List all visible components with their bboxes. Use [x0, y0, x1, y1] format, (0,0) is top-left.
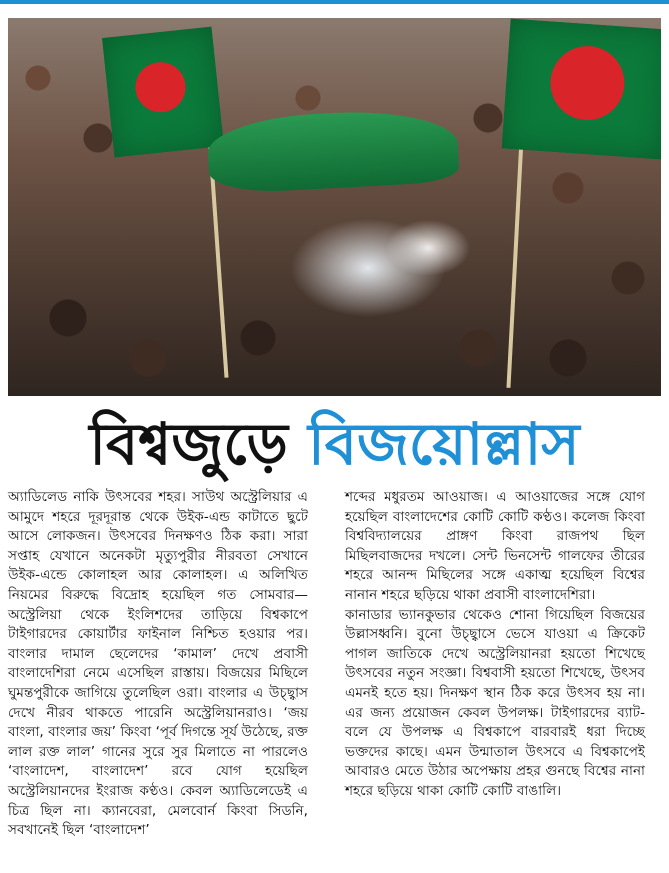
- green-banner: [206, 107, 460, 195]
- headline-part-2: বিজয়োল্লাস: [308, 410, 580, 478]
- article-column-right: [345, 488, 645, 802]
- top-accent-rule: [0, 0, 669, 4]
- article-paragraph: শব্দের মধুরতম আওয়াজ। এ আওয়াজের সঙ্গে যোগ হয়েছিল বাংলাদেশের কোটি কোটি কণ্ঠও। কলেজ কিংবা বিশ্ববিদ্যালয়ের প্রাঙ্গণ কিংবা রাজপথ ছিল মিছিলবাজদের দখলে। সেন্ট ভিনসেন্ট গালফের তীরের শহরে আনন্দ মিছিলের সঙ্গে একাত্ম হয়েছিল বিশ্বের নানান শহরে ছড়িয়ে থাকা প্রবাসী বাংলাদেশিরা।: [345, 489, 645, 603]
- headline-part-1: বিশ্বজুড়ে: [89, 410, 288, 478]
- article-column-left: [8, 488, 308, 841]
- article-paragraph: কানাডার ভ্যানকুভার থেকেও শোনা গিয়েছিল বিজয়ের উল্লাসধ্বনি। বুনো উচ্ছ্বাসে ভেসে যাওয়া এ ক্রিকেট পাগল জাতিকে দেখে অস্ট্রেলিয়ানরা হয়তো শিখেছে উৎসবের নতুন সংজ্ঞা। বিশ্ববাসী হয়তো শিখেছে, উৎসব এমনই হতে হয়। দিনক্ষণ স্থান ঠিক করে উৎসব হয় না। এর জন্য প্রয়োজন কেবল উপলক্ষ। টাইগারদের ব্যাট-বলে যে উপলক্ষ এ বিশ্বকাপে বারবারই ধরা দিচ্ছে ভক্তদের কাছে। এমন উন্মাতাল উৎসবে এ বিশ্বকাপেই আবারও মেতে উঠার অপেক্ষায় প্রহর গুনছে বিশ্বের নানা শহরে ছড়িয়ে থাকা কোটি কোটি বাঙালি।: [345, 606, 645, 799]
- bangladesh-flag: [102, 27, 224, 158]
- celebration-crowd-photo: [8, 18, 661, 396]
- bangladesh-flag: [502, 19, 661, 160]
- headline: [0, 404, 669, 484]
- article-paragraph: অ্যাডিলেড নাকি উৎসবের শহর। সাউথ অস্ট্রেলিয়ার এ আমুদে শহরে দূরদূরান্ত থেকে উইক-এন্ড কাটাতে ছুটে আসে লোকজন। উৎসবের দিনক্ষণও ঠিক করা। সারা সপ্তাহ যেখানে অনেকটা মৃত্যুপুরীর নীরবতা সেখানে উইক-এন্ডে কোলাহল আর কোলাহল। এ অলিখিত নিয়মের বিরুদ্ধে বিদ্রোহ হয়েছিল গত সোমবার— অস্ট্রেলিয়া থেকে ইংলিশদের তাড়িয়ে বিশ্বকাপে টাইগারদের কোয়ার্টার ফাইনাল নিশ্চিত হওয়ার পর। বাংলার দামাল ছেলেদের ‘কামাল’ দেখে প্রবাসী বাংলাদেশিরা নেমে এসেছিল রাস্তায়। বিজয়ের মিছিলে ঘুমন্তপুরীকে জাগিয়ে তুলেছিল ওরা। বাংলার এ উচ্ছ্বাস দেখে নীরব থাকতে পারেনি অস্ট্রেলিয়ানরাও। ‘জয় বাংলা, বাংলার জয়’ কিংবা ‘পূর্ব দিগন্তে সূর্য উঠেছে, রক্ত লাল রক্ত লাল’ গানের সুরে সুর মিলাতে না পারলেও ‘বাংলাদেশ, বাংলাদেশ’ রবে যোগ হয়েছিল অস্ট্রেলিয়ানদের ইংরাজ কণ্ঠও। কেবল অ্যাডিলেডেই এ চিত্র ছিল না। ক্যানবেরা, মেলবোর্ন কিংবা সিডনি, সবখানেই ছিল ‘বাংলাদেশ’: [8, 489, 308, 839]
- flag-pole: [506, 138, 523, 388]
